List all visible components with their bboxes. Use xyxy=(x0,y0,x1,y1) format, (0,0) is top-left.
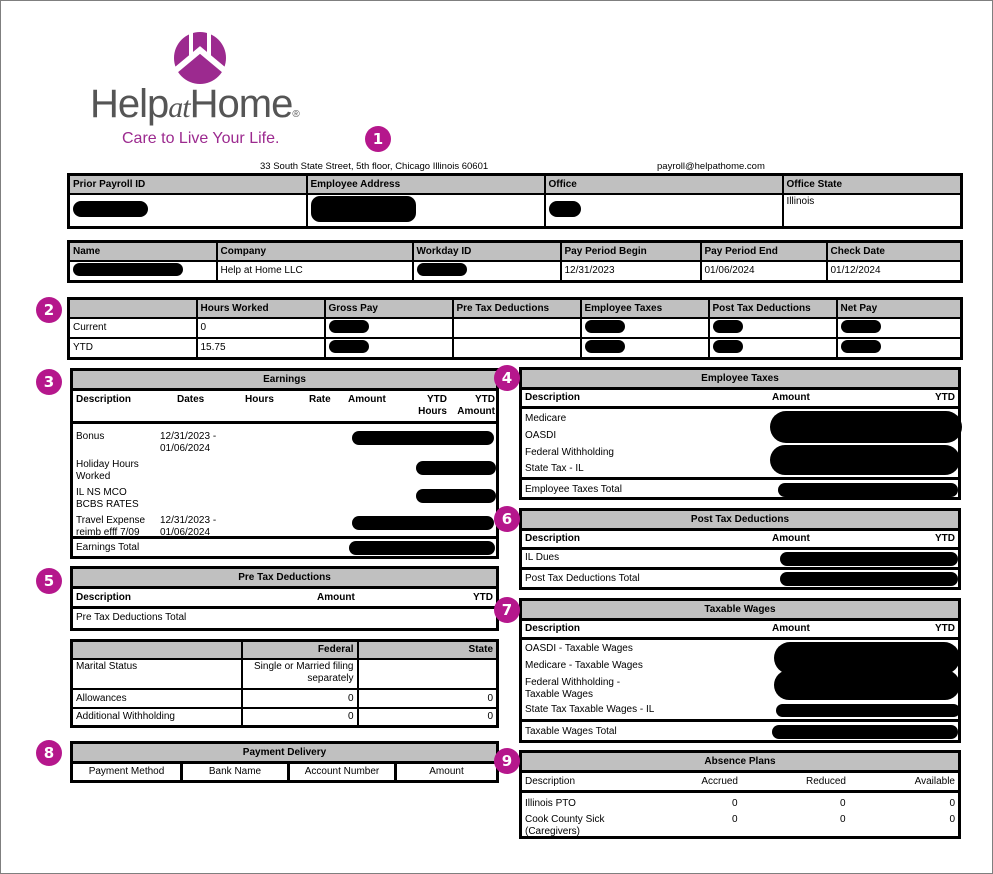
row-label: Marital Status xyxy=(72,659,242,689)
col-amount: Amount xyxy=(317,592,355,603)
col-hours: Hours xyxy=(245,394,274,405)
logo-at: at xyxy=(168,91,190,124)
header-hours-worked: Hours Worked xyxy=(197,299,325,318)
withholding-row-allowances xyxy=(72,689,498,708)
col-amount: Amount xyxy=(772,533,810,544)
col-rate: Rate xyxy=(309,394,331,405)
date-end: 01/06/2024 xyxy=(160,527,211,538)
taxable-wages-total-label: Taxable Wages Total xyxy=(525,726,617,737)
ytd-label: YTD xyxy=(475,394,495,405)
office-value xyxy=(545,194,783,228)
logo-registered: ® xyxy=(292,109,299,120)
row-state-taxable: State Tax Taxable Wages - IL xyxy=(525,704,655,715)
tagline: Care to Live Your Life. xyxy=(122,130,280,147)
badge-1: 1 xyxy=(365,126,391,152)
row-federal-withholding-taxable xyxy=(525,677,620,701)
header-office: Office xyxy=(545,175,783,194)
row-label: Allowances xyxy=(72,689,242,708)
col-amount: Amount xyxy=(772,392,810,403)
col-amount: Amount xyxy=(429,766,464,777)
header-check-date: Check Date xyxy=(827,242,962,261)
redacted-block xyxy=(73,263,183,276)
row-description xyxy=(76,515,145,539)
summary-row-current xyxy=(69,318,962,338)
col-description: Description xyxy=(525,776,576,787)
col-payment-method: Payment Method xyxy=(73,764,183,780)
col-amount: Amount xyxy=(772,623,810,634)
hours-label: Hours xyxy=(418,406,447,417)
badge-3: 3 xyxy=(36,369,62,395)
amount-label: Amount xyxy=(457,406,495,417)
payment-delivery-column-headers xyxy=(73,764,496,780)
employee-taxes xyxy=(581,318,709,338)
company-logo xyxy=(90,30,330,155)
col-bank-name: Bank Name xyxy=(183,764,290,780)
redacted-block xyxy=(417,263,467,276)
badge-5: 5 xyxy=(36,568,62,594)
header-office-state: Office State xyxy=(783,175,962,194)
col-ytd-amount xyxy=(451,394,495,418)
logo-home: Home xyxy=(189,82,293,126)
post-tax-column-headers xyxy=(522,531,958,550)
col-ytd: YTD xyxy=(473,592,493,603)
redacted-block xyxy=(841,320,881,333)
header-prior-payroll-id: Prior Payroll ID xyxy=(69,175,307,194)
accrued-value: 0 xyxy=(732,814,738,825)
post-tax-row-il-dues xyxy=(522,550,958,570)
tax-row-medicare: Medicare xyxy=(525,413,567,424)
redacted-block xyxy=(713,340,743,353)
employee-taxes-section xyxy=(519,367,961,500)
redacted-block xyxy=(585,340,625,353)
redacted-block xyxy=(73,201,148,217)
col-state: State xyxy=(358,641,498,659)
redacted-block xyxy=(778,483,958,497)
pre-tax-total-label: Pre Tax Deductions Total xyxy=(76,612,187,623)
desc-line1: IL NS MCO xyxy=(76,487,127,498)
gross-pay xyxy=(325,318,453,338)
workday-id-value xyxy=(413,261,561,282)
row-label: Current xyxy=(69,318,197,338)
check-date-value: 01/12/2024 xyxy=(827,261,962,282)
row-description xyxy=(76,487,139,511)
header-net-pay: Net Pay xyxy=(837,299,962,318)
header-workday-id: Workday ID xyxy=(413,242,561,261)
redacted-block xyxy=(416,489,496,503)
state-value xyxy=(358,659,498,689)
col-description: Description xyxy=(76,394,132,405)
federal-value: 0 xyxy=(242,689,358,708)
value-line1: Single or Married filing xyxy=(254,660,354,672)
taxable-wages-column-headers xyxy=(522,621,958,640)
col-dates: Dates xyxy=(177,394,205,405)
payment-delivery-title: Payment Delivery xyxy=(73,744,496,764)
col-available: Available xyxy=(914,776,955,787)
available-value: 0 xyxy=(949,798,955,809)
pay-summary-table xyxy=(67,297,963,360)
redacted-block xyxy=(774,670,960,700)
hours-worked: 0 xyxy=(197,318,325,338)
desc-line2: Taxable Wages xyxy=(525,689,593,700)
absence-plans-column-headers xyxy=(522,773,958,793)
badge-2: 2 xyxy=(36,297,62,323)
state-value: 0 xyxy=(358,708,498,727)
tax-row-federal-withholding: Federal Withholding xyxy=(525,447,614,458)
col-description: Description xyxy=(525,623,581,634)
gross-pay xyxy=(325,338,453,359)
redacted-block xyxy=(780,552,958,566)
row-label: Additional Withholding xyxy=(72,708,242,727)
col-amount: Amount xyxy=(348,394,386,405)
row-description: IL Dues xyxy=(525,552,560,563)
row-description xyxy=(525,814,604,838)
redacted-block xyxy=(772,725,958,739)
redacted-block xyxy=(585,320,625,333)
post-tax-deductions xyxy=(709,338,837,359)
earnings-title: Earnings xyxy=(73,371,496,391)
header-pre-tax-deductions: Pre Tax Deductions xyxy=(453,299,581,318)
redacted-block xyxy=(780,572,958,586)
reduced-value: 0 xyxy=(840,814,846,825)
redacted-block xyxy=(770,411,962,443)
row-description: Illinois PTO xyxy=(525,798,576,809)
pre-tax-deductions xyxy=(453,338,581,359)
taxable-wages-rows xyxy=(522,640,958,722)
redacted-block xyxy=(329,340,369,353)
badge-7: 7 xyxy=(494,597,520,623)
date-start: 12/31/2023 - xyxy=(160,515,217,526)
hours-worked: 15.75 xyxy=(197,338,325,359)
redacted-block xyxy=(352,516,494,530)
row-dates xyxy=(160,431,216,455)
redacted-block xyxy=(549,201,581,217)
redacted-block xyxy=(770,445,960,475)
net-pay xyxy=(837,338,962,359)
taxable-wages-section xyxy=(519,598,961,743)
col-ytd: YTD xyxy=(935,533,955,544)
net-pay xyxy=(837,318,962,338)
post-tax-title: Post Tax Deductions xyxy=(522,511,958,531)
summary-row-ytd xyxy=(69,338,962,359)
redacted-block xyxy=(311,196,416,222)
redacted-block xyxy=(349,541,495,555)
date-end: 01/06/2024 xyxy=(160,443,211,454)
company-value: Help at Home LLC xyxy=(217,261,413,282)
redacted-block xyxy=(352,431,494,445)
desc-line2: (Caregivers) xyxy=(525,826,581,837)
col-ytd-hours xyxy=(407,394,447,418)
row-medicare-taxable: Medicare - Taxable Wages xyxy=(525,660,643,671)
logo-help: Help xyxy=(90,82,169,126)
row-oasdi-taxable: OASDI - Taxable Wages xyxy=(525,643,633,654)
pay-period-table xyxy=(67,240,963,283)
desc-line1: Travel Expense xyxy=(76,515,146,526)
header-name: Name xyxy=(69,242,217,261)
value-line2: separately xyxy=(307,672,354,684)
post-tax-total-row xyxy=(522,570,958,588)
desc-line1: Cook County Sick xyxy=(525,814,605,825)
badge-6: 6 xyxy=(494,506,520,532)
employee-taxes-column-headers xyxy=(522,390,958,409)
taxable-wages-total-row xyxy=(522,722,958,742)
accrued-value: 0 xyxy=(732,798,738,809)
withholding-table xyxy=(70,639,499,728)
employee-info-table xyxy=(67,173,963,229)
row-dates xyxy=(160,515,216,539)
redacted-block xyxy=(416,461,496,475)
earnings-rows xyxy=(73,424,496,539)
state-value: 0 xyxy=(358,689,498,708)
prior-payroll-id-value xyxy=(69,194,307,228)
reduced-value: 0 xyxy=(840,798,846,809)
col-reduced: Reduced xyxy=(805,776,846,787)
redacted-block xyxy=(713,320,743,333)
date-start: 12/31/2023 - xyxy=(160,431,217,442)
col-description: Description xyxy=(76,592,132,603)
pre-tax-title: Pre Tax Deductions xyxy=(73,569,496,589)
withholding-row-marital-status xyxy=(72,659,498,689)
absence-plans-section xyxy=(519,750,961,839)
earnings-total-row xyxy=(73,539,496,557)
house-logo-icon xyxy=(172,30,228,86)
withholding-row-additional xyxy=(72,708,498,727)
header-gross-pay: Gross Pay xyxy=(325,299,453,318)
redacted-block xyxy=(329,320,369,333)
post-tax-deductions-section xyxy=(519,508,961,590)
header-blank xyxy=(69,299,197,318)
col-description: Description xyxy=(525,392,581,403)
desc-line1: Federal Withholding - xyxy=(525,677,621,688)
header-post-tax-deductions: Post Tax Deductions xyxy=(709,299,837,318)
available-value: 0 xyxy=(949,814,955,825)
company-address: 33 South State Street, 5th floor, Chicago Illinois 60601 xyxy=(260,161,489,172)
row-description xyxy=(76,459,139,483)
col-ytd: YTD xyxy=(935,623,955,634)
col-federal: Federal xyxy=(242,641,358,659)
post-tax-deductions xyxy=(709,318,837,338)
payment-delivery-section xyxy=(70,741,499,783)
desc-line2: BCBS RATES xyxy=(76,499,139,510)
employee-taxes-total-label: Employee Taxes Total xyxy=(525,484,622,495)
badge-9: 9 xyxy=(494,748,520,774)
col-accrued: Accrued xyxy=(701,776,738,787)
earnings-section xyxy=(70,368,499,559)
employee-address-value xyxy=(307,194,545,228)
name-value xyxy=(69,261,217,282)
row-label: YTD xyxy=(69,338,197,359)
header-company: Company xyxy=(217,242,413,261)
pay-period-begin-value: 12/31/2023 xyxy=(561,261,701,282)
redacted-block xyxy=(776,704,960,717)
pre-tax-total-row xyxy=(73,609,496,627)
earnings-total-label: Earnings Total xyxy=(76,542,140,553)
row-description: Bonus xyxy=(76,431,105,442)
federal-value: 0 xyxy=(242,708,358,727)
absence-plans-rows xyxy=(522,793,958,838)
employee-taxes-total-row xyxy=(522,480,958,500)
pre-tax-deductions-section xyxy=(70,566,499,631)
pre-tax-deductions xyxy=(453,318,581,338)
redacted-block xyxy=(841,340,881,353)
federal-value xyxy=(242,659,358,689)
desc-line2: Worked xyxy=(76,471,111,482)
desc-line1: Holiday Hours xyxy=(76,459,139,470)
absence-plans-title: Absence Plans xyxy=(522,753,958,773)
badge-4: 4 xyxy=(494,365,520,391)
ytd-label: YTD xyxy=(427,394,447,405)
pay-period-end-value: 01/06/2024 xyxy=(701,261,827,282)
employee-taxes-title: Employee Taxes xyxy=(522,370,958,390)
header-employee-taxes: Employee Taxes xyxy=(581,299,709,318)
col-ytd: YTD xyxy=(935,392,955,403)
header-employee-address: Employee Address xyxy=(307,175,545,194)
desc-line2: reimb efff 7/09 xyxy=(76,527,140,538)
office-state-value: Illinois xyxy=(783,194,962,228)
taxable-wages-title: Taxable Wages xyxy=(522,601,958,621)
tax-row-state-tax-il: State Tax - IL xyxy=(525,463,584,474)
col-description: Description xyxy=(525,533,581,544)
post-tax-total-label: Post Tax Deductions Total xyxy=(525,573,640,584)
col-account-number: Account Number xyxy=(290,764,397,780)
col-blank xyxy=(72,641,242,659)
employee-taxes-rows xyxy=(522,409,958,480)
badge-8: 8 xyxy=(36,740,62,766)
header-pay-period-end: Pay Period End xyxy=(701,242,827,261)
header-pay-period-begin: Pay Period Begin xyxy=(561,242,701,261)
employee-taxes xyxy=(581,338,709,359)
pre-tax-column-headers xyxy=(73,589,496,609)
earnings-column-headers xyxy=(73,391,496,424)
payroll-email: payroll@helpathome.com xyxy=(657,161,765,172)
tax-row-oasdi: OASDI xyxy=(525,430,557,441)
